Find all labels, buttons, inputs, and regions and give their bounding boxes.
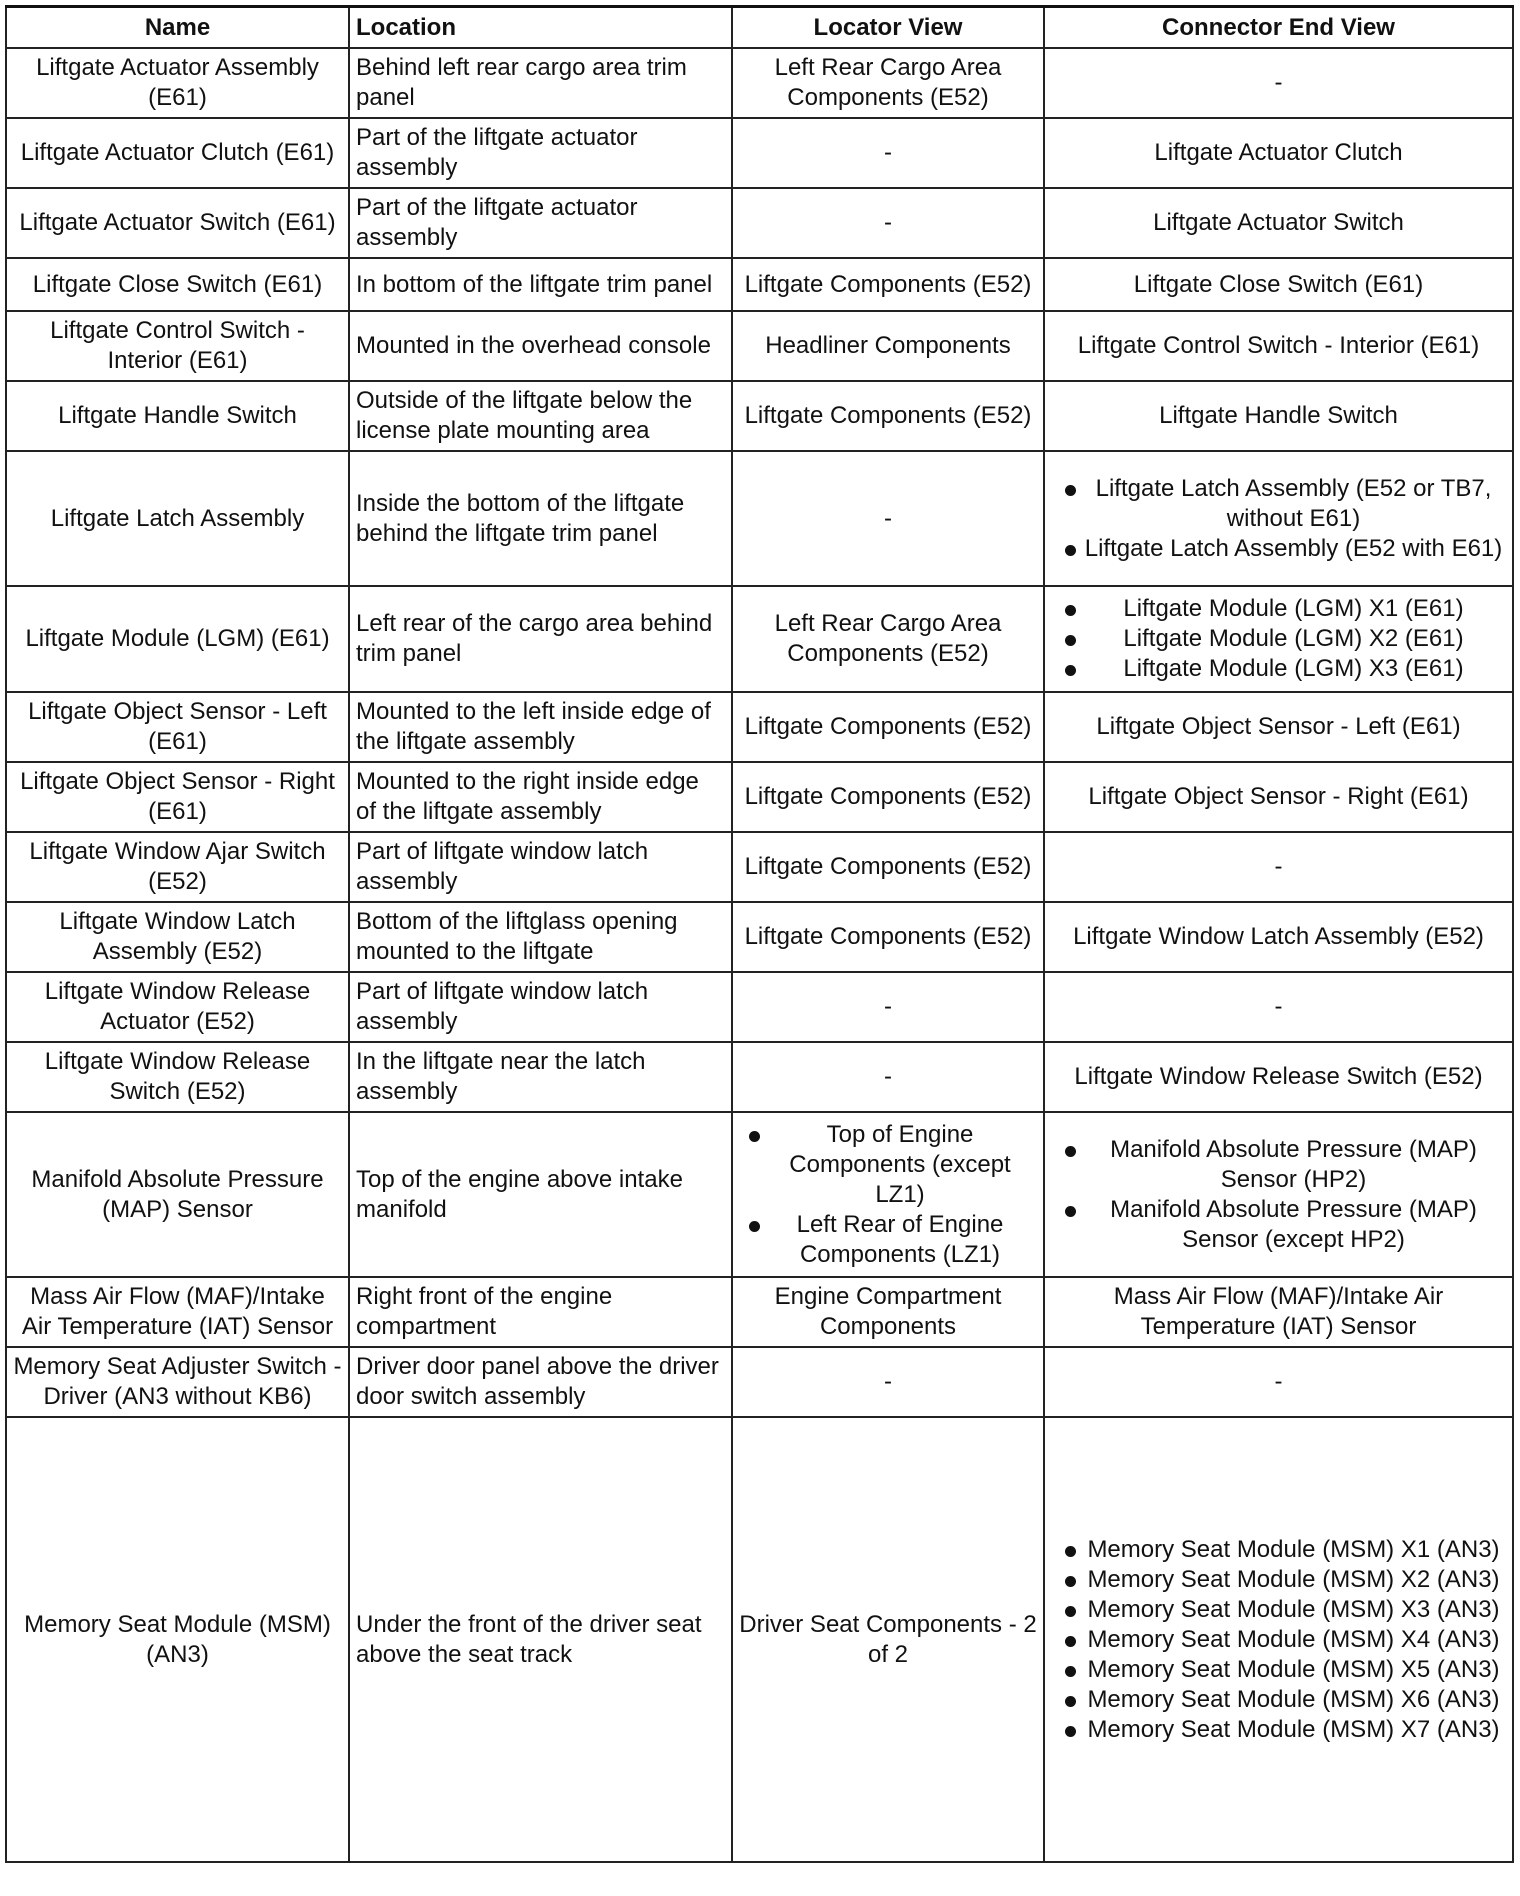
cell-connector-end-view: -	[1044, 972, 1513, 1042]
table-row	[6, 586, 1513, 692]
cell-location: Behind left rear cargo area trim panel	[349, 48, 732, 118]
table-row	[6, 902, 1513, 972]
cell-locator-view: Headliner Components	[732, 311, 1044, 381]
cell-name: Liftgate Actuator Clutch (E61)	[6, 118, 349, 188]
cell-locator-view: -	[732, 972, 1044, 1042]
cell-name: Mass Air Flow (MAF)/Intake Air Temperature (IAT) Sensor	[6, 1277, 349, 1347]
cell-name: Memory Seat Adjuster Switch - Driver (AN3 without KB6)	[6, 1347, 349, 1417]
cell-connector-end-view: -	[1044, 1347, 1513, 1417]
table-row	[6, 762, 1513, 832]
cell-location: In the liftgate near the latch assembly	[349, 1042, 732, 1112]
table-row	[6, 972, 1513, 1042]
cell-connector-end-view: Liftgate Actuator Switch	[1044, 188, 1513, 258]
cell-name: Liftgate Window Release Switch (E52)	[6, 1042, 349, 1112]
cell-name: Liftgate Window Release Actuator (E52)	[6, 972, 349, 1042]
cell-connector-end-view	[1044, 1112, 1513, 1277]
table-row	[6, 1112, 1513, 1277]
cell-location: Under the front of the driver seat above the seat track	[349, 1417, 732, 1862]
list-item: Memory Seat Module (MSM) X7 (AN3)	[1051, 1715, 1506, 1745]
connector-list	[1051, 594, 1506, 684]
cell-location: Inside the bottom of the liftgate behind the liftgate trim panel	[349, 451, 732, 586]
cell-locator-view: Left Rear Cargo Area Components (E52)	[732, 586, 1044, 692]
cell-location: Left rear of the cargo area behind trim panel	[349, 586, 732, 692]
cell-name: Liftgate Handle Switch	[6, 381, 349, 451]
cell-locator-view: -	[732, 451, 1044, 586]
connector-list	[1051, 1135, 1506, 1255]
cell-location: Top of the engine above intake manifold	[349, 1112, 732, 1277]
header-location: Location	[349, 7, 732, 49]
list-item: Liftgate Module (LGM) X3 (E61)	[1051, 654, 1506, 684]
cell-connector-end-view: Liftgate Close Switch (E61)	[1044, 258, 1513, 311]
cell-name: Liftgate Actuator Assembly (E61)	[6, 48, 349, 118]
cell-connector-end-view	[1044, 586, 1513, 692]
cell-connector-end-view: Liftgate Object Sensor - Right (E61)	[1044, 762, 1513, 832]
cell-locator-view: Liftgate Components (E52)	[732, 258, 1044, 311]
cell-locator-view: Liftgate Components (E52)	[732, 832, 1044, 902]
table-header-row	[6, 7, 1513, 49]
table-row	[6, 1042, 1513, 1112]
list-item: Manifold Absolute Pressure (MAP) Sensor (except HP2)	[1051, 1195, 1506, 1255]
cell-locator-view	[732, 1112, 1044, 1277]
table-row	[6, 1347, 1513, 1417]
cell-locator-view: Liftgate Components (E52)	[732, 902, 1044, 972]
cell-name: Liftgate Window Ajar Switch (E52)	[6, 832, 349, 902]
cell-connector-end-view: Liftgate Handle Switch	[1044, 381, 1513, 451]
cell-location: Bottom of the liftglass opening mounted to the liftgate	[349, 902, 732, 972]
list-item: Liftgate Latch Assembly (E52 or TB7, without E61)	[1051, 474, 1506, 534]
cell-connector-end-view: -	[1044, 832, 1513, 902]
cell-location: Part of the liftgate actuator assembly	[349, 188, 732, 258]
cell-location: Part of liftgate window latch assembly	[349, 832, 732, 902]
list-item: Liftgate Module (LGM) X1 (E61)	[1051, 594, 1506, 624]
table-row	[6, 1277, 1513, 1347]
table-row	[6, 258, 1513, 311]
list-item: Memory Seat Module (MSM) X6 (AN3)	[1051, 1685, 1506, 1715]
cell-location: In bottom of the liftgate trim panel	[349, 258, 732, 311]
cell-name: Memory Seat Module (MSM) (AN3)	[6, 1417, 349, 1862]
table-row	[6, 381, 1513, 451]
cell-name: Liftgate Latch Assembly	[6, 451, 349, 586]
list-item: Memory Seat Module (MSM) X4 (AN3)	[1051, 1625, 1506, 1655]
cell-locator-view: -	[732, 118, 1044, 188]
cell-locator-view: Driver Seat Components - 2 of 2	[732, 1417, 1044, 1862]
cell-name: Liftgate Control Switch - Interior (E61)	[6, 311, 349, 381]
cell-name: Liftgate Object Sensor - Left (E61)	[6, 692, 349, 762]
table-row	[6, 692, 1513, 762]
cell-name: Liftgate Actuator Switch (E61)	[6, 188, 349, 258]
table-row	[6, 1417, 1513, 1862]
cell-connector-end-view: Liftgate Window Release Switch (E52)	[1044, 1042, 1513, 1112]
cell-name: Liftgate Close Switch (E61)	[6, 258, 349, 311]
table-row	[6, 832, 1513, 902]
cell-connector-end-view: Liftgate Object Sensor - Left (E61)	[1044, 692, 1513, 762]
cell-locator-view: Liftgate Components (E52)	[732, 692, 1044, 762]
table-row	[6, 118, 1513, 188]
cell-locator-view: Left Rear Cargo Area Components (E52)	[732, 48, 1044, 118]
list-item: Memory Seat Module (MSM) X2 (AN3)	[1051, 1565, 1506, 1595]
cell-location: Outside of the liftgate below the license plate mounting area	[349, 381, 732, 451]
cell-locator-view: -	[732, 188, 1044, 258]
cell-location: Driver door panel above the driver door switch assembly	[349, 1347, 732, 1417]
cell-connector-end-view: Liftgate Actuator Clutch	[1044, 118, 1513, 188]
table-row	[6, 311, 1513, 381]
cell-locator-view: Liftgate Components (E52)	[732, 381, 1044, 451]
cell-name: Liftgate Window Latch Assembly (E52)	[6, 902, 349, 972]
cell-name: Liftgate Object Sensor - Right (E61)	[6, 762, 349, 832]
locator-list	[739, 1120, 1037, 1270]
component-locator-table	[5, 5, 1514, 1863]
list-item: Liftgate Latch Assembly (E52 with E61)	[1051, 534, 1506, 564]
cell-location: Mounted in the overhead console	[349, 311, 732, 381]
table-row	[6, 188, 1513, 258]
connector-list	[1051, 1535, 1506, 1745]
component-locator-table-container	[5, 5, 1512, 1863]
cell-connector-end-view: Liftgate Control Switch - Interior (E61)	[1044, 311, 1513, 381]
cell-location: Mounted to the right inside edge of the liftgate assembly	[349, 762, 732, 832]
header-name: Name	[6, 7, 349, 49]
list-item: Liftgate Module (LGM) X2 (E61)	[1051, 624, 1506, 654]
list-item: Memory Seat Module (MSM) X3 (AN3)	[1051, 1595, 1506, 1625]
table-row	[6, 48, 1513, 118]
list-item: Memory Seat Module (MSM) X1 (AN3)	[1051, 1535, 1506, 1565]
cell-locator-view: Engine Compartment Components	[732, 1277, 1044, 1347]
list-item: Left Rear of Engine Components (LZ1)	[739, 1210, 1037, 1270]
header-locator-view: Locator View	[732, 7, 1044, 49]
list-item: Manifold Absolute Pressure (MAP) Sensor (HP2)	[1051, 1135, 1506, 1195]
cell-connector-end-view: -	[1044, 48, 1513, 118]
cell-connector-end-view: Liftgate Window Latch Assembly (E52)	[1044, 902, 1513, 972]
cell-location: Part of the liftgate actuator assembly	[349, 118, 732, 188]
header-connector-end-view: Connector End View	[1044, 7, 1513, 49]
cell-locator-view: -	[732, 1347, 1044, 1417]
cell-location: Right front of the engine compartment	[349, 1277, 732, 1347]
cell-name: Manifold Absolute Pressure (MAP) Sensor	[6, 1112, 349, 1277]
cell-locator-view: -	[732, 1042, 1044, 1112]
cell-connector-end-view: Mass Air Flow (MAF)/Intake Air Temperature (IAT) Sensor	[1044, 1277, 1513, 1347]
table-row	[6, 451, 1513, 586]
connector-list	[1051, 474, 1506, 564]
cell-location: Part of liftgate window latch assembly	[349, 972, 732, 1042]
list-item: Memory Seat Module (MSM) X5 (AN3)	[1051, 1655, 1506, 1685]
cell-connector-end-view	[1044, 451, 1513, 586]
cell-locator-view: Liftgate Components (E52)	[732, 762, 1044, 832]
cell-name: Liftgate Module (LGM) (E61)	[6, 586, 349, 692]
cell-location: Mounted to the left inside edge of the liftgate assembly	[349, 692, 732, 762]
cell-connector-end-view	[1044, 1417, 1513, 1862]
list-item: Top of Engine Components (except LZ1)	[739, 1120, 1037, 1210]
